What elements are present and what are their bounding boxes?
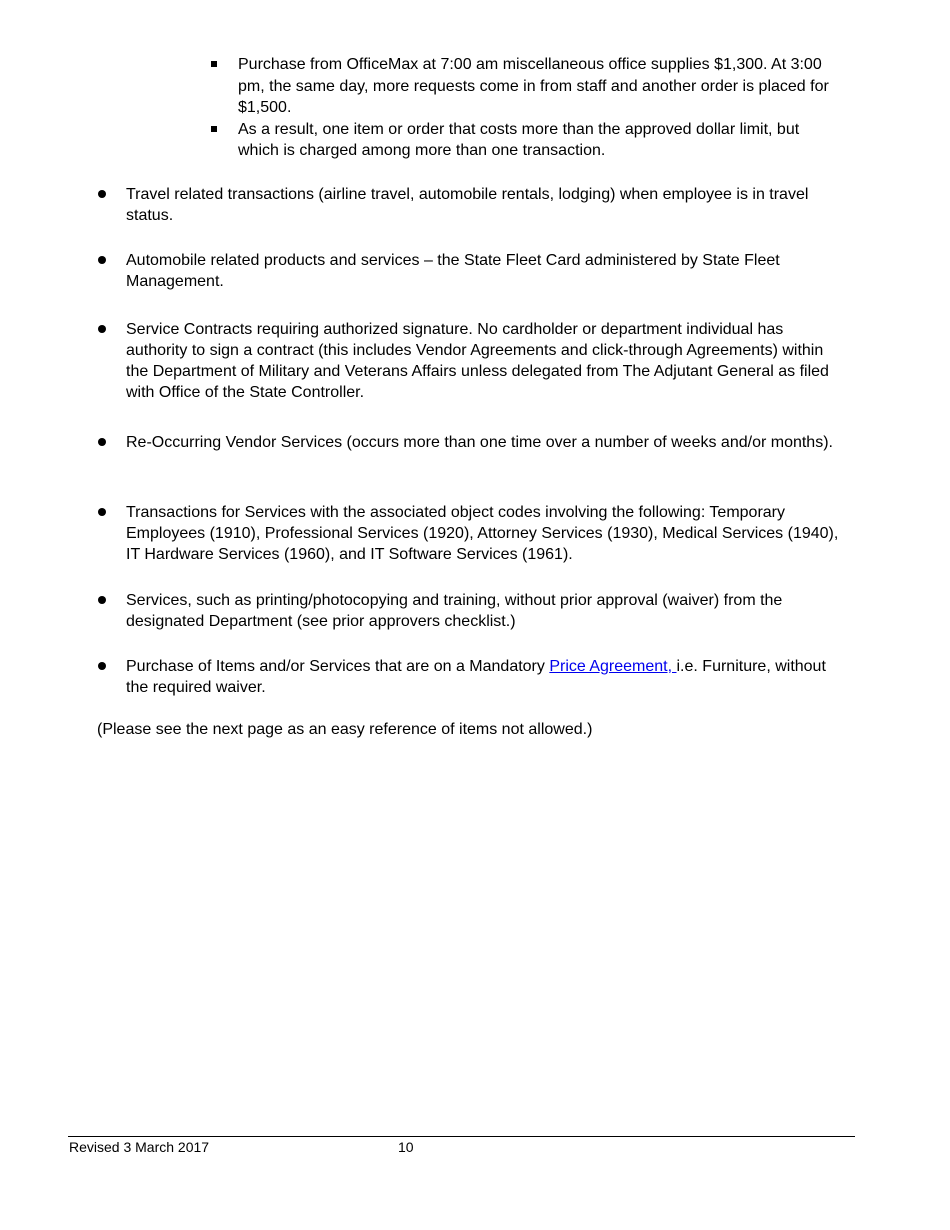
reference-note: (Please see the next page as an easy reference of items not allowed.): [97, 721, 593, 738]
list-item-text-end: i.e. Furniture, without the required waiver.: [126, 658, 826, 696]
list-item-text: Re-Occurring Vendor Services (occurs more than one time over a number of weeks and/or months).: [126, 434, 833, 451]
list-item: [96, 184, 841, 226]
list-item-text: Transactions for Services with the associated object codes involving the following: Temporary Employees (1910), Professional Services (1920), Attorney Services (1930), Medical Services (1940), IT Hardware Services (1960), and IT Software Services (1961).: [126, 504, 839, 563]
bullet-icon: [98, 596, 106, 604]
list-item: [96, 656, 841, 698]
bullet-icon: [98, 190, 106, 198]
list-item-text: Services, such as printing/photocopying and training, without prior approval (waiver) from the designated Department (see prior approvers checklist.): [126, 592, 783, 630]
square-bullet-icon: [211, 126, 217, 132]
bullet-icon: [98, 325, 106, 333]
bullet-icon: [98, 662, 106, 670]
bullet-icon: [98, 256, 106, 264]
footer-page-number: 10: [398, 1139, 414, 1155]
price-agreement-link[interactable]: Price Agreement,: [549, 658, 677, 675]
sub-list-item-text: As a result, one item or order that costs more than the approved dollar limit, but which is charged among more than one transaction.: [238, 120, 800, 159]
list-item-text-start: Purchase of Items and/or Services that are on a Mandatory: [126, 658, 550, 675]
list-item: [96, 432, 841, 453]
list-item: [96, 319, 841, 403]
bullet-icon: [98, 508, 106, 516]
sub-bullet-list: [210, 54, 835, 162]
list-item: [96, 502, 841, 565]
list-item-text: Service Contracts requiring authorized signature. No cardholder or department individual has authority to sign a contract (this includes Vendor Agreements and click-through Agreements) within the Department of Military and Veterans Affairs unless delegated from The Adjutant General as filed with Office of the State Controller.: [126, 321, 829, 401]
list-item: [96, 250, 841, 292]
bullet-icon: [98, 438, 106, 446]
sub-list-item: [210, 119, 835, 162]
footer-divider: [68, 1136, 855, 1137]
sub-list-item: [210, 54, 835, 119]
footer-revised-date: Revised 3 March 2017: [69, 1139, 210, 1155]
list-item-text: Travel related transactions (airline travel, automobile rentals, lodging) when employee is in travel status.: [126, 186, 809, 224]
square-bullet-icon: [211, 61, 217, 67]
sub-list-item-text: Purchase from OfficeMax at 7:00 am miscellaneous office supplies $1,300. At 3:00 pm, the same day, more requests come in from staff and another order is placed for $1,500.: [238, 56, 829, 116]
list-item-text: Automobile related products and services – the State Fleet Card administered by State Fleet Management.: [126, 252, 780, 290]
list-item: [96, 590, 841, 632]
